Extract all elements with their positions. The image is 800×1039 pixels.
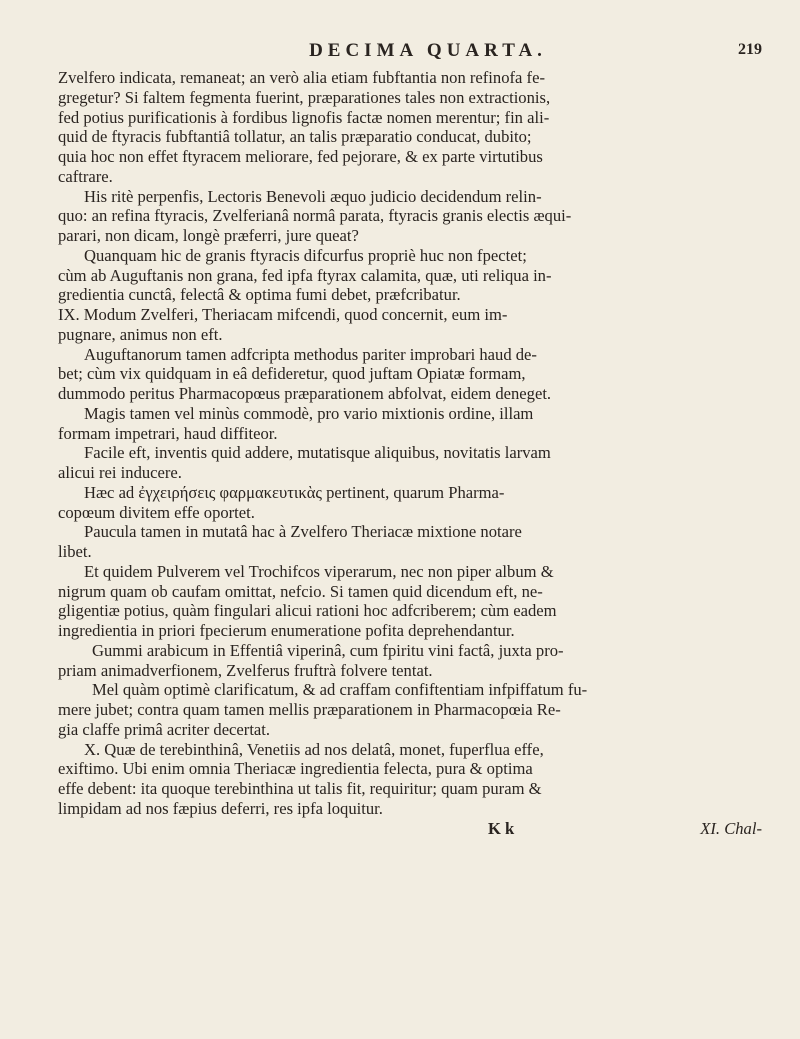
text-line: priam animadverfionem, Zvelferus fruftrà folvere tentat. [58,660,433,680]
text-line: limpidam ad nos fæpius deferri, res ipfa loquitur. [58,798,383,818]
text-line: alicui rei inducere. [58,463,182,482]
text-line: gligentiæ potius, quàm fingulari alicui rationi hoc adfcriberem; cùm eadem [58,601,557,621]
text-line: cùm ab Auguftanis non grana, fed ipfa ftyrax calamita, quæ, uti reliqua in- [58,265,552,285]
running-title: DECIMA QUARTA. [309,40,547,61]
text-line: dummodo peritus Pharmacopœus præparationem abfolvat, eidem deneget. [58,384,552,403]
page-number: 219 [738,41,762,58]
text-line: Et quidem Pulverem vel Trochifcos viperarum, nec non piper album & [84,561,554,581]
text-line: parari, non dicam, longè præferri, jure queat? [58,226,359,245]
text-line: Hæc ad ἐγχειρήσεις φαρμακευτικὰς pertinent, quarum Pharma- [84,482,505,502]
text-line: Magis tamen vel minùs commodè, pro vario mixtionis ordine, illam [84,403,534,423]
text-line: fed potius purificationis à fordibus lignofis factæ nomen merentur; fin ali- [58,107,550,127]
text-line: quia hoc non effet ftyracem meliorare, fed pejorare, & ex parte virtutibus [58,147,543,166]
text-line: libet. [58,542,92,561]
text-line: ingredientia in priori fpecierum enumeratione pofita deprehendantur. [58,621,515,640]
text-line: X. Quæ de terebinthinâ, Venetiis ad nos delatâ, monet, fuperflua effe, [84,739,544,759]
text-line: Zvelfero indicata, remaneat; an verò alia etiam fubftantia non refinofa fe- [58,68,545,87]
text-line: quo: an refina ftyracis, Zvelferianâ normâ parata, ftyracis granis electis æqui- [58,206,572,226]
text-line: gredientia cunctâ, felectâ & optima fumi debet, præfcribatur. [58,285,461,305]
text-line: quid de ftyracis fubftantiâ tollatur, an talis præparatio conducat, dubito; [58,127,532,147]
text-line: effe debent: ita quoque terebinthina ut talis fit, requiritur; quam puram & [58,779,542,798]
text-line: exiftimo. Ubi enim omnia Theriacæ ingredientia felecta, pura & optima [58,759,533,779]
catchword: XI. Chal- [700,818,762,838]
text-line: nigrum quam ob caufam omittat, nefcio. Si tamen quid dicendum eft, ne- [58,581,543,601]
text-line: Mel quàm optimè clarificatum, & ad craffam confiftentiam infpiffatum fu- [92,680,588,700]
text-line: Auguftanorum tamen adfcripta methodus pariter improbari haud de- [84,344,537,364]
text-line: gregetur? Si faltem fegmenta fuerint, præparationes tales non extractionis, [58,87,551,107]
text-line: His ritè perpenfis, Lectoris Benevoli æquo judicio decidendum relin- [84,186,542,206]
text-line: gia claffe primâ acriter decertat. [58,719,271,739]
text-line: mere jubet; contra quam tamen mellis præparationem in Pharmacopœia Re- [58,700,561,719]
body-text [58,68,768,819]
text-line: pugnare, animus non eft. [58,324,223,344]
text-line: IX. Modum Zvelferi, Theriacam mifcendi, quod concernit, eum im- [58,305,508,324]
text-line: Facile eft, inventis quid addere, mutatisque aliquibus, novitatis larvam [84,443,551,463]
running-head [58,40,768,62]
text-line: Paucula tamen in mutatâ hac à Zvelfero Theriacæ mixtione notare [84,522,522,542]
text-line: caftrare. [58,166,113,186]
text-line: Quanquam hic de granis ftyracis difcurfus propriè huc non fpectet; [84,245,527,265]
page-footer [58,819,768,839]
text-line: bet; cùm vix quidquam in eâ defideretur, quod juftam Opiatæ formam, [58,364,526,384]
text-line: formam impetrari, haud diffiteor. [58,423,278,443]
text-line: copœum divitem effe oportet. [58,502,255,522]
text-line: Gummi arabicum in Effentiâ viperinâ, cum fpiritu vini factâ, juxta pro- [92,640,564,660]
signature-mark: K k [488,818,515,838]
